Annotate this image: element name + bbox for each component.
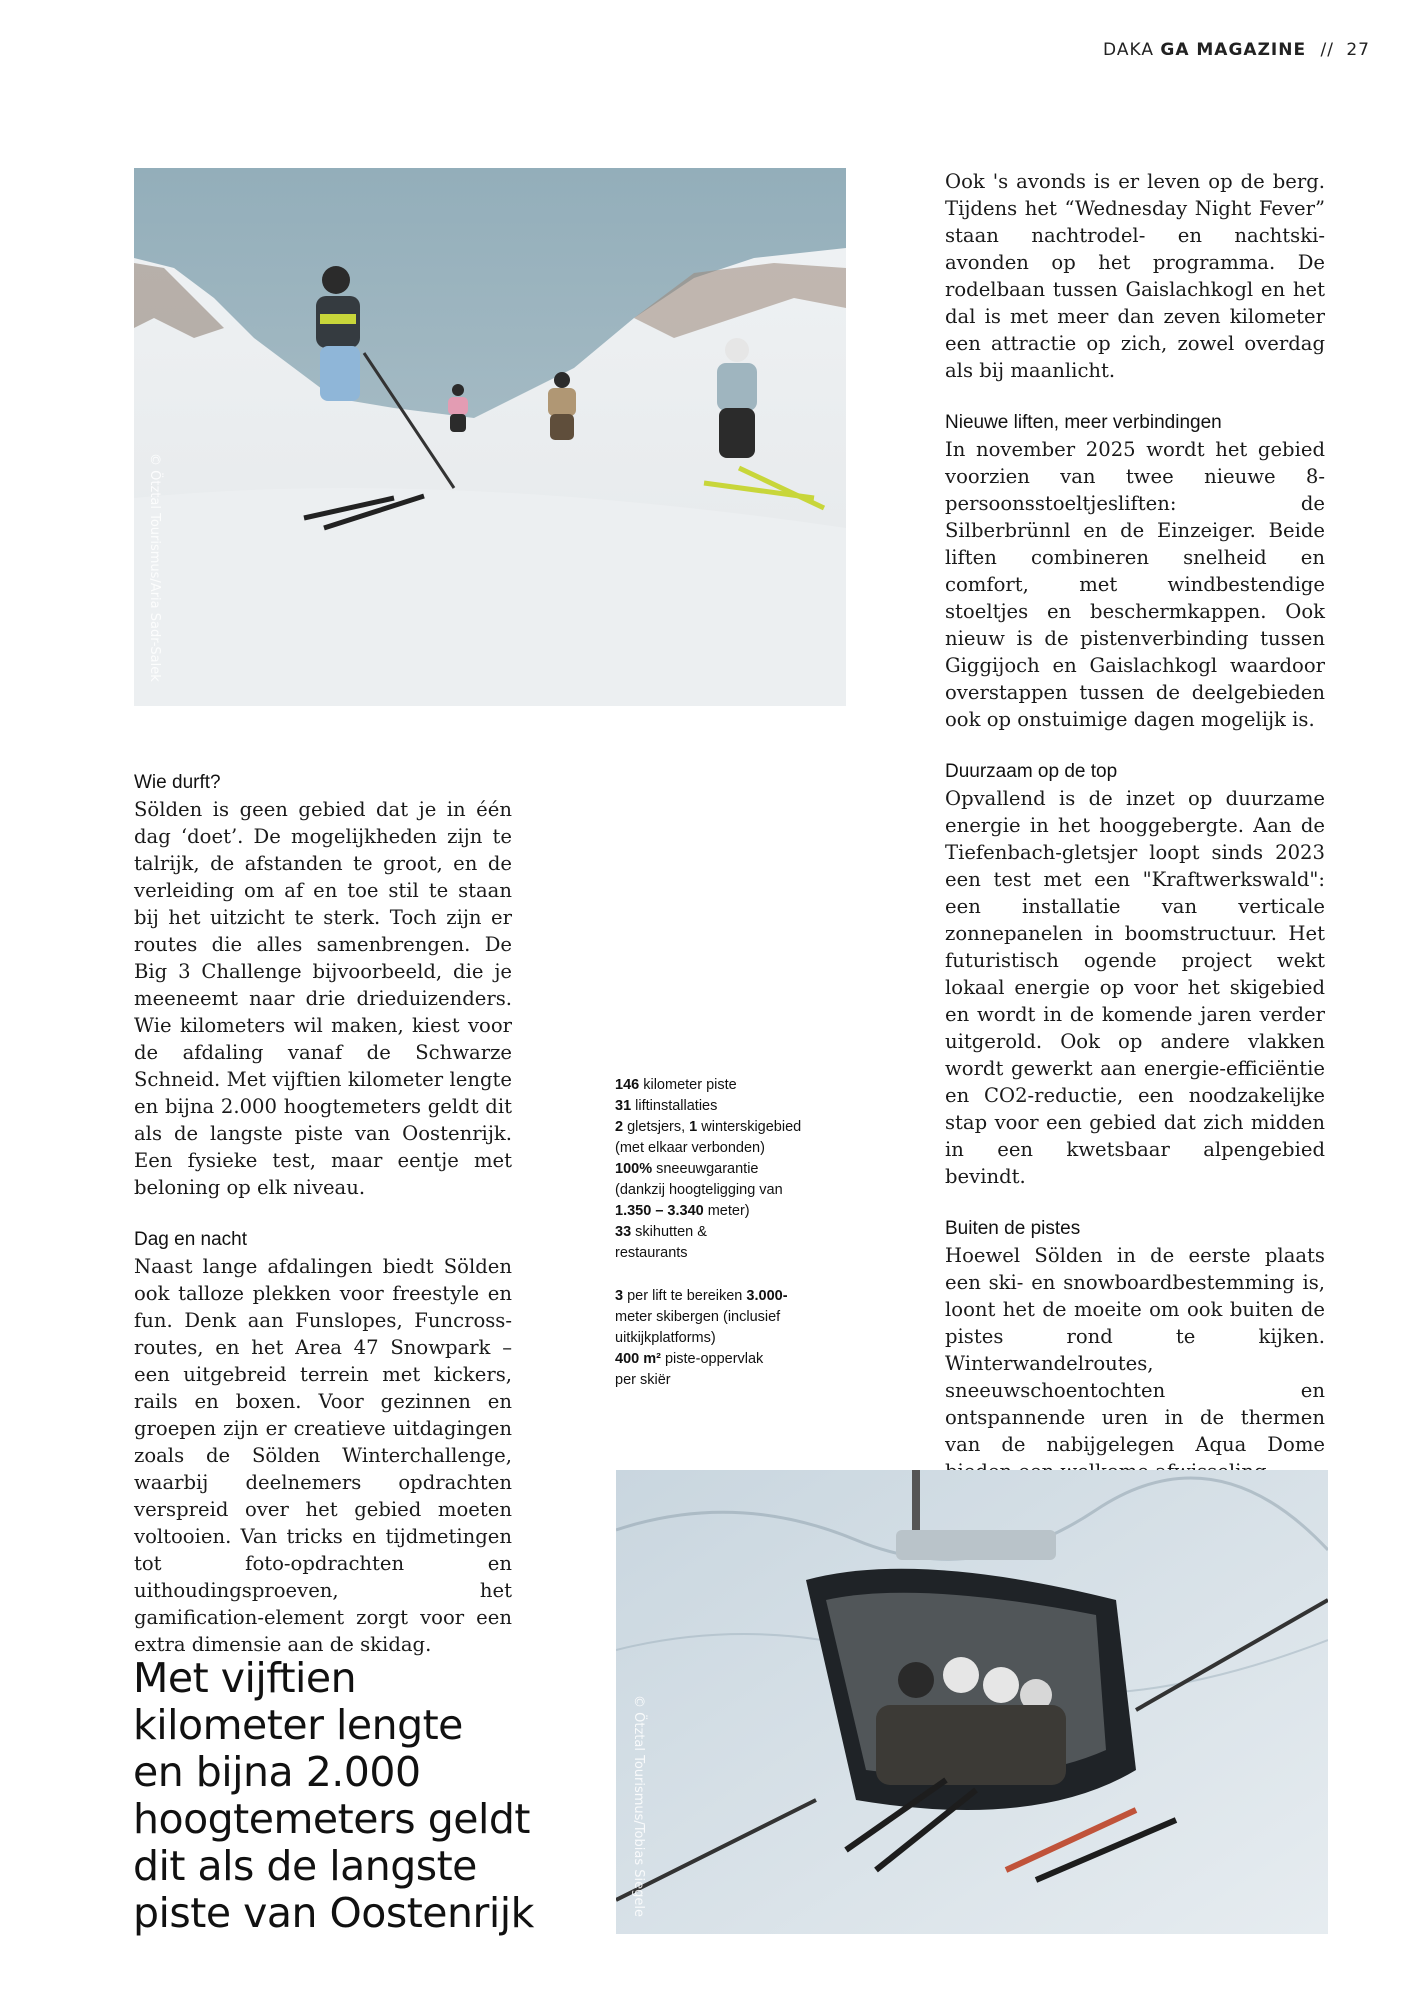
fact-item-continued: per skiër	[615, 1372, 671, 1388]
section-body-duurzaam: Opvallend is de inzet op duurzame energie in het hooggebergte. Aan de Tiefenbach-gletsjer loopt sinds 2023 een test met een "Kraftwerkswald": een installatie van verticale zonnepanelen in boomstructuur. Het futuristisch ogende project wekt lokaal energie op voor het skigebied en wordt in de komende jaren verder uitgerold. Ook op andere vlakken wordt gewerkt aan energie-efficiëntie en CO2-reductie, een noodzakelijke stap voor een gebied dat zich midden in een kwetsbaar alpengebied bevindt.	[945, 787, 1325, 1188]
fact-item-continued: (dankzij hoogteligging van	[615, 1182, 783, 1198]
page-number: 27	[1346, 40, 1370, 60]
brand-bold: GA MAGAZINE	[1160, 40, 1307, 60]
section-body-buiten-de-pistes: Hoewel Sölden in de eerste plaats een ski- en snowboardbestemming is, loont het de moeite om ook buiten de pistes rond te kijken. Winterwandelroutes, sneeuwschoentochten en ontspannende uren in de thermen van de nabijgelegen Aqua Dome	[945, 1244, 1325, 1456]
chairlift-photo	[616, 1470, 1328, 1934]
section-body-nieuwe-liften: In november 2025 wordt het gebied voorzien van twee nieuwe 8-persoonsstoeltjesliften: de Silberbrünnl en de Einzeiger. Beide liften combineren snelheid en comfort, met windbestendige stoeltjes en beschermkappen. Ook nieuw is de pistenverbinding tussen Giggijoch en Gaislachkogl waardoor overstappen tussen de deelgebieden ook op onstuimige dagen mogelijk is.	[945, 438, 1325, 731]
right-column	[945, 168, 1325, 1512]
header-separator: //	[1320, 40, 1334, 60]
skiers-photo-credit: © Ötztal Tourismus/Aria Sadr-Salek	[147, 453, 162, 682]
section-heading-nieuwe-liften: Nieuwe liften, meer verbindingen	[945, 412, 1222, 433]
fact-item: 31 liftinstallaties	[615, 1098, 718, 1114]
fact-item-continued: (met elkaar verbonden)	[615, 1140, 765, 1156]
section-heading-buiten-de-pistes: Buiten de pistes	[945, 1218, 1081, 1239]
section-heading-wie-durft: Wie durft?	[134, 772, 221, 793]
pull-quote	[133, 1655, 593, 1937]
pull-quote-line: kilometer lengte	[133, 1701, 463, 1749]
fact-item: 2 gletsjers, 1 winterskigebied	[615, 1119, 802, 1135]
chairlift-photo-credit: © Ötztal Tourismus/Tobias Siegele	[631, 1695, 646, 1917]
section-body-dag-en-nacht: Naast lange afdalingen biedt Sölden ook talloze plekken voor freestyle en fun. Denk aan Funslopes, Funcross-routes, en het Area 47 Snowpark – een uitgebreid terrein met kickers, rails en boxen. Voor gezinnen en groepen zijn er creatieve uitdagingen zoals de Sölden Winterchallenge, waarbij deelnemers opdrachten verspreid over het gebied moeten voltooien. Van tricks en tijdmetingen tot foto-opdrachten en uithoudingsproeven, het gamification-element zorgt voor een extra dimensie aan de skidag.	[134, 1255, 512, 1656]
intro-body-night: Ook 's avonds is er leven op de berg. Tijdens het “Wednesday Night Fever” staan nachtrodel- en nachtski-avonden op het programma. De rodelbaan tussen Gaislachkogl en het dal is met meer dan zeven kilometer een attractie op zich, zowel overdag als bij maanlicht.	[945, 170, 1325, 382]
skiers-photo	[134, 168, 846, 706]
fact-item: 3 per lift te bereiken 3.000-	[615, 1288, 788, 1304]
pull-quote-line: Met vijftien	[133, 1654, 357, 1702]
running-header	[1103, 40, 1370, 60]
pull-quote-line: dit als de langste	[133, 1842, 477, 1890]
fact-item-continued: meter skibergen (inclusief	[615, 1309, 781, 1325]
facts-list	[615, 1075, 825, 1391]
pull-quote-line: en bijna 2.000	[133, 1748, 421, 1796]
fact-item-continued: 1.350 – 3.340 meter)	[615, 1203, 750, 1219]
skiers-photo-illustration	[134, 168, 846, 706]
section-heading-duurzaam: Duurzaam op de top	[945, 761, 1118, 782]
pull-quote-line: piste van Oostenrijk	[133, 1889, 534, 1937]
fact-item-continued: restaurants	[615, 1245, 688, 1261]
fact-item: 100% sneeuwgarantie	[615, 1161, 759, 1177]
fact-item: 400 m² piste-oppervlak	[615, 1351, 764, 1367]
fact-item: 33 skihutten &	[615, 1224, 707, 1240]
section-heading-dag-en-nacht: Dag en nacht	[134, 1229, 248, 1250]
section-body-wie-durft: Sölden is geen gebied dat je in één dag ‘doet’. De mogelijkheden zijn te talrijk, de afstanden te groot, en de verleiding om af en toe stil te staan bij het uitzicht te sterk. Toch zijn er routes die alles samenbrengen. De Big 3 Challenge bijvoorbeeld, die je meeneemt naar drie drieduizenders. Wie kilometers wil maken, kiest voor de afdaling vanaf de Schwarze Schneid. Met vijftien kilometer lengte en bijna 2.000 hoogtemeters geldt dit als de langste piste van Oostenrijk. Een fysieke test, maar eentje met beloning op elk niveau.	[134, 798, 512, 1199]
fact-item-continued: uitkijkplatforms)	[615, 1330, 716, 1346]
brand-light: DAKA	[1103, 40, 1154, 60]
fact-item: 146 kilometer piste	[615, 1077, 737, 1093]
pull-quote-line: hoogtemeters geldt	[133, 1795, 530, 1843]
left-column	[134, 770, 512, 1658]
chairlift-photo-illustration	[616, 1470, 1328, 1934]
